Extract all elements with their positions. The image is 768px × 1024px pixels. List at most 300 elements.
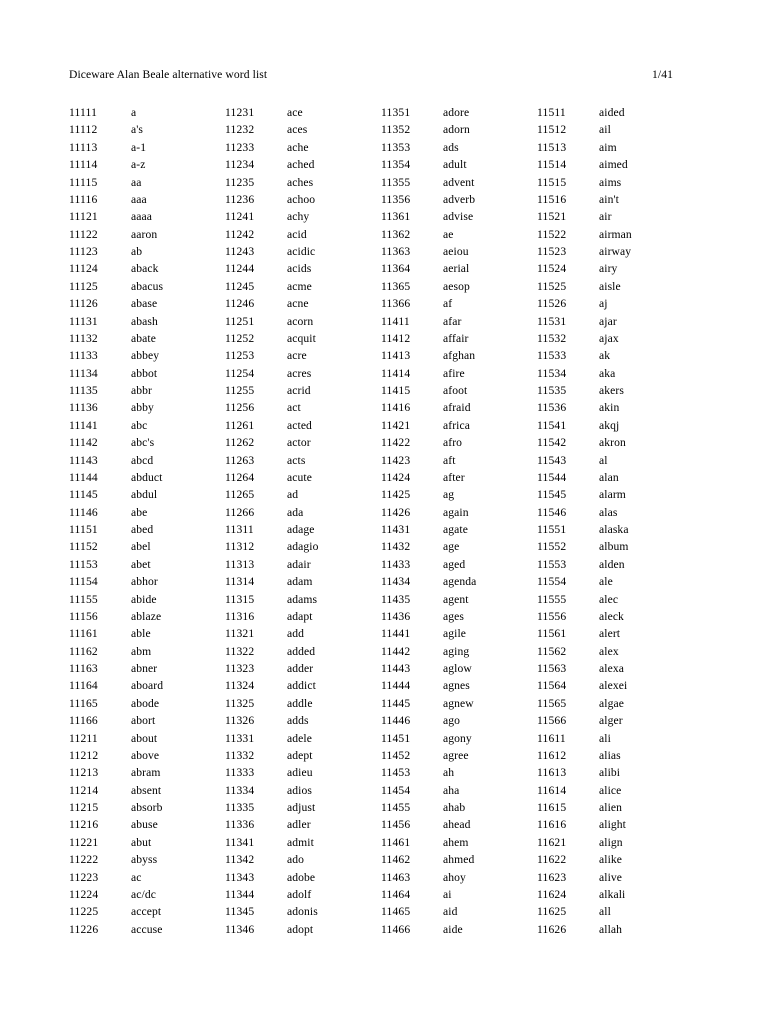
word-entry-row (69, 208, 225, 225)
word-entry-row (225, 504, 381, 521)
dice-roll-code: 11113 (69, 140, 98, 154)
dice-roll-code: 11226 (69, 922, 99, 936)
word-entry-row (381, 330, 537, 347)
dice-word: adjust (287, 801, 316, 814)
word-entry-row (69, 504, 225, 521)
dice-roll-code: 11114 (69, 158, 98, 172)
word-entry-row (537, 417, 632, 434)
dice-word: adds (287, 714, 309, 728)
dice-word: ahoy (443, 870, 466, 884)
dice-word: add (287, 627, 305, 641)
dice-roll-code: 11453 (381, 766, 411, 780)
word-entry-row (225, 608, 381, 625)
dice-roll-code: 11334 (225, 783, 255, 797)
dice-roll-code: 11141 (69, 418, 98, 432)
dice-word: aa (131, 175, 142, 189)
word-entry-row (381, 139, 537, 156)
word-column-4 (537, 104, 632, 938)
dice-word: abuse (131, 818, 158, 832)
dice-word: acts (287, 453, 306, 467)
dice-word: adam (287, 575, 313, 589)
word-entry-row (537, 660, 632, 677)
word-entry-row (69, 538, 225, 555)
word-entry-row (381, 851, 537, 868)
dice-word: ace (287, 106, 303, 119)
dice-roll-code: 11116 (69, 192, 98, 206)
dice-word: abduct (131, 470, 163, 484)
dice-word: allah (599, 922, 623, 936)
dice-roll-code: 11344 (225, 887, 255, 901)
dice-word: ada (287, 505, 304, 519)
word-entry-row (69, 313, 225, 330)
word-entry-row (381, 643, 537, 660)
dice-word: alien (599, 801, 623, 814)
dice-roll-code: 11554 (537, 575, 567, 589)
dice-word: acrid (287, 384, 311, 397)
dice-word: ads (443, 140, 459, 154)
word-entry-row (381, 313, 537, 330)
dice-roll-code: 11466 (381, 922, 411, 936)
word-entry-row (381, 764, 537, 781)
dice-roll-code: 11432 (381, 540, 411, 554)
word-entry-row (69, 139, 225, 156)
dice-roll-code: 11146 (69, 505, 98, 519)
word-entry-row (69, 677, 225, 694)
dice-word: abut (131, 835, 152, 849)
dice-roll-code: 11365 (381, 279, 411, 293)
dice-roll-code: 11536 (537, 401, 567, 415)
word-entry-row (225, 712, 381, 729)
word-entry-row (381, 712, 537, 729)
word-entry-row (225, 434, 381, 451)
dice-word: adder (287, 662, 314, 675)
dice-roll-code: 11354 (381, 158, 411, 172)
dice-roll-code: 11555 (537, 592, 567, 606)
dice-roll-code: 11544 (537, 470, 567, 484)
document-title: Diceware Alan Beale alternative word list (69, 68, 268, 81)
dice-word: aback (131, 262, 159, 276)
dice-roll-code: 11561 (537, 627, 567, 641)
dice-word: algae (599, 696, 624, 710)
dice-roll-code: 11243 (225, 245, 255, 258)
word-entry-row (381, 347, 537, 364)
word-entry-row (381, 903, 537, 920)
dice-word: actor (287, 436, 311, 450)
dice-word: a-z (131, 158, 146, 172)
word-entry-row (537, 295, 632, 312)
dice-word: acute (287, 470, 312, 484)
dice-word: a (131, 106, 137, 119)
dice-roll-code: 11356 (381, 192, 411, 206)
dice-roll-code: 11442 (381, 644, 411, 658)
word-entry-row (537, 782, 632, 799)
dice-word: aglow (443, 662, 472, 675)
dice-roll-code: 11122 (69, 227, 98, 241)
dice-roll-code: 11364 (381, 262, 411, 276)
dice-word: adopt (287, 922, 314, 936)
dice-roll-code: 11366 (381, 297, 411, 311)
dice-roll-code: 11324 (225, 679, 255, 693)
dice-word: ae (443, 227, 454, 241)
dice-word: abbot (131, 366, 158, 380)
dice-roll-code: 11233 (225, 140, 255, 154)
word-entry-row (69, 886, 225, 903)
dice-word: ac (131, 870, 142, 884)
word-entry-row (381, 538, 537, 555)
dice-word: alkali (599, 887, 626, 901)
dice-word: ali (599, 731, 611, 745)
dice-word: agate (443, 523, 468, 536)
dice-word: aleck (599, 609, 624, 623)
dice-word: abed (131, 523, 154, 536)
dice-word: alexa (599, 662, 624, 675)
dice-word: air (599, 210, 612, 224)
dice-roll-code: 11241 (225, 210, 255, 224)
dice-roll-code: 11615 (537, 801, 567, 814)
word-entry-row (537, 573, 632, 590)
dice-word: afraid (443, 401, 471, 415)
dice-word: aesop (443, 279, 470, 293)
dice-word: abc's (131, 436, 155, 450)
dice-word: alight (599, 818, 627, 832)
dice-roll-code: 11341 (225, 835, 255, 849)
word-entry-row (381, 834, 537, 851)
word-entry-row (381, 226, 537, 243)
dice-roll-code: 11322 (225, 644, 255, 658)
word-entry-row (225, 886, 381, 903)
word-entry-row (537, 156, 632, 173)
word-entry-row (537, 434, 632, 451)
word-entry-row (225, 208, 381, 225)
dice-roll-code: 11253 (225, 349, 255, 363)
dice-word: abacus (131, 279, 164, 293)
word-entry-row (225, 399, 381, 416)
dice-roll-code: 11235 (225, 175, 255, 189)
dice-roll-code: 11353 (381, 140, 411, 154)
dice-word: aka (599, 366, 616, 380)
word-entry-row (69, 434, 225, 451)
dice-word: akron (599, 436, 626, 450)
dice-word: all (599, 905, 611, 919)
word-entry-row (381, 243, 537, 260)
dice-roll-code: 11525 (537, 279, 567, 293)
dice-word: accuse (131, 922, 163, 936)
dice-word: aboard (131, 679, 164, 693)
dice-roll-code: 11516 (537, 192, 567, 206)
dice-word: alert (599, 627, 621, 641)
dice-word: alan (599, 470, 619, 484)
dice-roll-code: 11245 (225, 279, 255, 293)
dice-word: aide (443, 922, 463, 936)
dice-roll-code: 11326 (225, 714, 255, 728)
dice-word: aging (443, 644, 470, 658)
word-entry-row (225, 191, 381, 208)
word-entry-row (69, 486, 225, 503)
dice-word: advise (443, 210, 474, 224)
dice-word: ached (287, 158, 315, 172)
dice-roll-code: 11255 (225, 384, 255, 397)
dice-word: abide (131, 592, 157, 606)
dice-roll-code: 11355 (381, 175, 411, 189)
dice-word: abash (131, 314, 158, 328)
word-entry-row (69, 121, 225, 138)
dice-word: again (443, 505, 469, 519)
dice-roll-code: 11535 (537, 384, 567, 397)
word-entry-row (225, 486, 381, 503)
word-entry-row (225, 834, 381, 851)
dice-word: aches (287, 175, 314, 189)
word-entry-row (381, 191, 537, 208)
dice-word: addict (287, 679, 316, 693)
word-entry-row (537, 816, 632, 833)
dice-roll-code: 11254 (225, 366, 255, 380)
word-entry-row (381, 695, 537, 712)
word-entry-row (69, 260, 225, 277)
word-entry-row (225, 660, 381, 677)
page-header (69, 68, 673, 81)
word-entry-row (225, 851, 381, 868)
dice-roll-code: 11252 (225, 331, 255, 345)
dice-roll-code: 11566 (537, 714, 567, 728)
dice-roll-code: 11413 (381, 349, 411, 363)
dice-word: a's (131, 123, 144, 137)
word-entry-row (225, 643, 381, 660)
dice-word: aid (443, 905, 458, 919)
dice-roll-code: 11534 (537, 366, 567, 380)
dice-word: album (599, 540, 629, 554)
word-entry-row (381, 486, 537, 503)
dice-word: airway (599, 245, 632, 258)
dice-word: ache (287, 140, 309, 154)
word-entry-row (537, 121, 632, 138)
word-entry-row (69, 608, 225, 625)
dice-roll-code: 11461 (381, 835, 411, 849)
dice-roll-code: 11214 (69, 783, 99, 797)
word-entry-row (381, 869, 537, 886)
dice-word: aged (443, 557, 466, 571)
word-entry-row (381, 782, 537, 799)
dice-word: acne (287, 297, 309, 311)
dice-word: ahem (443, 835, 469, 849)
dice-roll-code: 11134 (69, 366, 98, 380)
dice-roll-code: 11423 (381, 453, 411, 467)
dice-roll-code: 11251 (225, 314, 255, 328)
dice-word: alger (599, 714, 623, 728)
dice-word: absent (131, 783, 162, 797)
word-entry-row (69, 712, 225, 729)
dice-word: abc (131, 418, 148, 432)
dice-roll-code: 11121 (69, 210, 98, 224)
dice-word: adler (287, 818, 311, 832)
word-entry-row (537, 625, 632, 642)
dice-word: alex (599, 644, 619, 658)
dice-word: ajar (599, 314, 617, 328)
dice-roll-code: 11263 (225, 453, 255, 467)
dice-roll-code: 11264 (225, 470, 255, 484)
dice-roll-code: 11132 (69, 331, 98, 345)
dice-word: alaska (599, 523, 629, 536)
word-entry-row (69, 730, 225, 747)
word-entry-row (225, 591, 381, 608)
dice-word: abort (131, 714, 156, 728)
word-entry-row (69, 469, 225, 486)
dice-roll-code: 11352 (381, 123, 411, 137)
dice-roll-code: 11521 (537, 210, 567, 224)
word-entry-row (537, 452, 632, 469)
dice-roll-code: 11532 (537, 331, 567, 345)
dice-roll-code: 11425 (381, 488, 411, 502)
word-entry-row (381, 677, 537, 694)
dice-word: aaaa (131, 210, 152, 224)
dice-roll-code: 11135 (69, 384, 98, 397)
dice-roll-code: 11155 (69, 592, 98, 606)
dice-word: aerial (443, 262, 470, 276)
word-entry-row (69, 278, 225, 295)
dice-roll-code: 11246 (225, 297, 255, 311)
dice-word: akqj (599, 418, 620, 432)
word-entry-row (69, 799, 225, 816)
dice-roll-code: 11424 (381, 470, 411, 484)
dice-word: achoo (287, 192, 316, 206)
dice-roll-code: 11343 (225, 870, 255, 884)
dice-word: above (131, 748, 160, 762)
word-entry-row (225, 417, 381, 434)
word-entry-row (225, 330, 381, 347)
dice-roll-code: 11232 (225, 123, 255, 137)
word-entry-row (537, 834, 632, 851)
word-entry-row (381, 573, 537, 590)
dice-roll-code: 11313 (225, 557, 255, 571)
dice-word: ado (287, 853, 305, 867)
word-entry-row (69, 869, 225, 886)
dice-word: ale (599, 575, 613, 589)
dice-word: align (599, 835, 623, 849)
dice-word: abase (131, 297, 158, 311)
dice-word: acres (287, 366, 312, 380)
dice-word: acme (287, 279, 312, 293)
dice-roll-code: 11513 (537, 140, 567, 154)
dice-word: akers (599, 384, 624, 397)
dice-roll-code: 11136 (69, 401, 98, 415)
dice-word: agnes (443, 679, 470, 693)
dice-roll-code: 11166 (69, 714, 98, 728)
page-number: 1/41 (651, 68, 673, 81)
word-column-3 (381, 104, 537, 938)
word-entry-row (225, 243, 381, 260)
word-entry-row (69, 156, 225, 173)
dice-word: ai (443, 887, 452, 901)
dice-word: ac/dc (131, 887, 156, 901)
word-entry-row (381, 156, 537, 173)
dice-roll-code: 11223 (69, 870, 99, 884)
word-entry-row (225, 764, 381, 781)
dice-roll-code: 11332 (225, 748, 255, 762)
dice-word: abyss (131, 853, 158, 867)
word-entry-row (69, 834, 225, 851)
dice-word: abram (131, 766, 161, 780)
dice-word: adobe (287, 870, 316, 884)
dice-word: abhor (131, 575, 158, 589)
dice-roll-code: 11143 (69, 453, 98, 467)
dice-roll-code: 11551 (537, 523, 567, 536)
dice-roll-code: 11236 (225, 192, 255, 206)
word-entry-row (381, 521, 537, 538)
word-entry-row (537, 747, 632, 764)
word-entry-row (537, 313, 632, 330)
dice-word: aaa (131, 192, 147, 206)
word-entry-row (225, 625, 381, 642)
word-entry-row (381, 608, 537, 625)
dice-roll-code: 11445 (381, 696, 411, 710)
dice-word: aided (599, 106, 625, 119)
word-entry-row (225, 313, 381, 330)
dice-word: afoot (443, 384, 468, 397)
dice-word: added (287, 644, 316, 658)
dice-word: addle (287, 696, 313, 710)
word-entry-row (381, 104, 537, 121)
dice-word: alexei (599, 679, 628, 693)
dice-roll-code: 11514 (537, 158, 567, 172)
dice-roll-code: 11125 (69, 279, 98, 293)
dice-word: adult (443, 158, 467, 172)
dice-word: ablaze (131, 609, 162, 623)
word-column-2 (225, 104, 381, 938)
dice-roll-code: 11265 (225, 488, 255, 502)
word-entry-row (381, 747, 537, 764)
dice-roll-code: 11543 (537, 453, 567, 467)
word-entry-row (69, 625, 225, 642)
dice-roll-code: 11523 (537, 245, 567, 258)
word-column-1 (69, 104, 225, 938)
dice-word: acidic (287, 245, 316, 258)
dice-word: alike (599, 853, 623, 867)
dice-roll-code: 11331 (225, 731, 255, 745)
dice-word: aeiou (443, 245, 469, 258)
word-entry-row (537, 903, 632, 920)
word-list-grid (69, 104, 709, 938)
dice-roll-code: 11426 (381, 505, 411, 519)
word-entry-row (69, 556, 225, 573)
dice-roll-code: 11161 (69, 627, 98, 641)
dice-roll-code: 11565 (537, 696, 567, 710)
word-entry-row (225, 677, 381, 694)
dice-roll-code: 11351 (381, 106, 411, 119)
dice-roll-code: 11221 (69, 835, 99, 849)
dice-roll-code: 11436 (381, 609, 411, 623)
dice-word: adieu (287, 766, 313, 780)
word-entry-row (381, 504, 537, 521)
dice-roll-code: 11311 (225, 523, 254, 536)
dice-word: aft (443, 453, 456, 467)
dice-word: aaron (131, 227, 158, 241)
word-entry-row (537, 538, 632, 555)
dice-roll-code: 11412 (381, 331, 411, 345)
dice-word: abner (131, 662, 158, 675)
dice-roll-code: 11211 (69, 731, 98, 745)
dice-roll-code: 11464 (381, 887, 411, 901)
word-entry-row (69, 591, 225, 608)
dice-word: aims (599, 175, 622, 189)
word-entry-row (69, 643, 225, 660)
dice-roll-code: 11454 (381, 783, 411, 797)
dice-word: airy (599, 262, 618, 276)
dice-word: abbr (131, 384, 153, 397)
word-entry-row (381, 434, 537, 451)
dice-roll-code: 11153 (69, 557, 98, 571)
word-entry-row (225, 521, 381, 538)
dice-roll-code: 11611 (537, 731, 566, 745)
word-entry-row (537, 399, 632, 416)
